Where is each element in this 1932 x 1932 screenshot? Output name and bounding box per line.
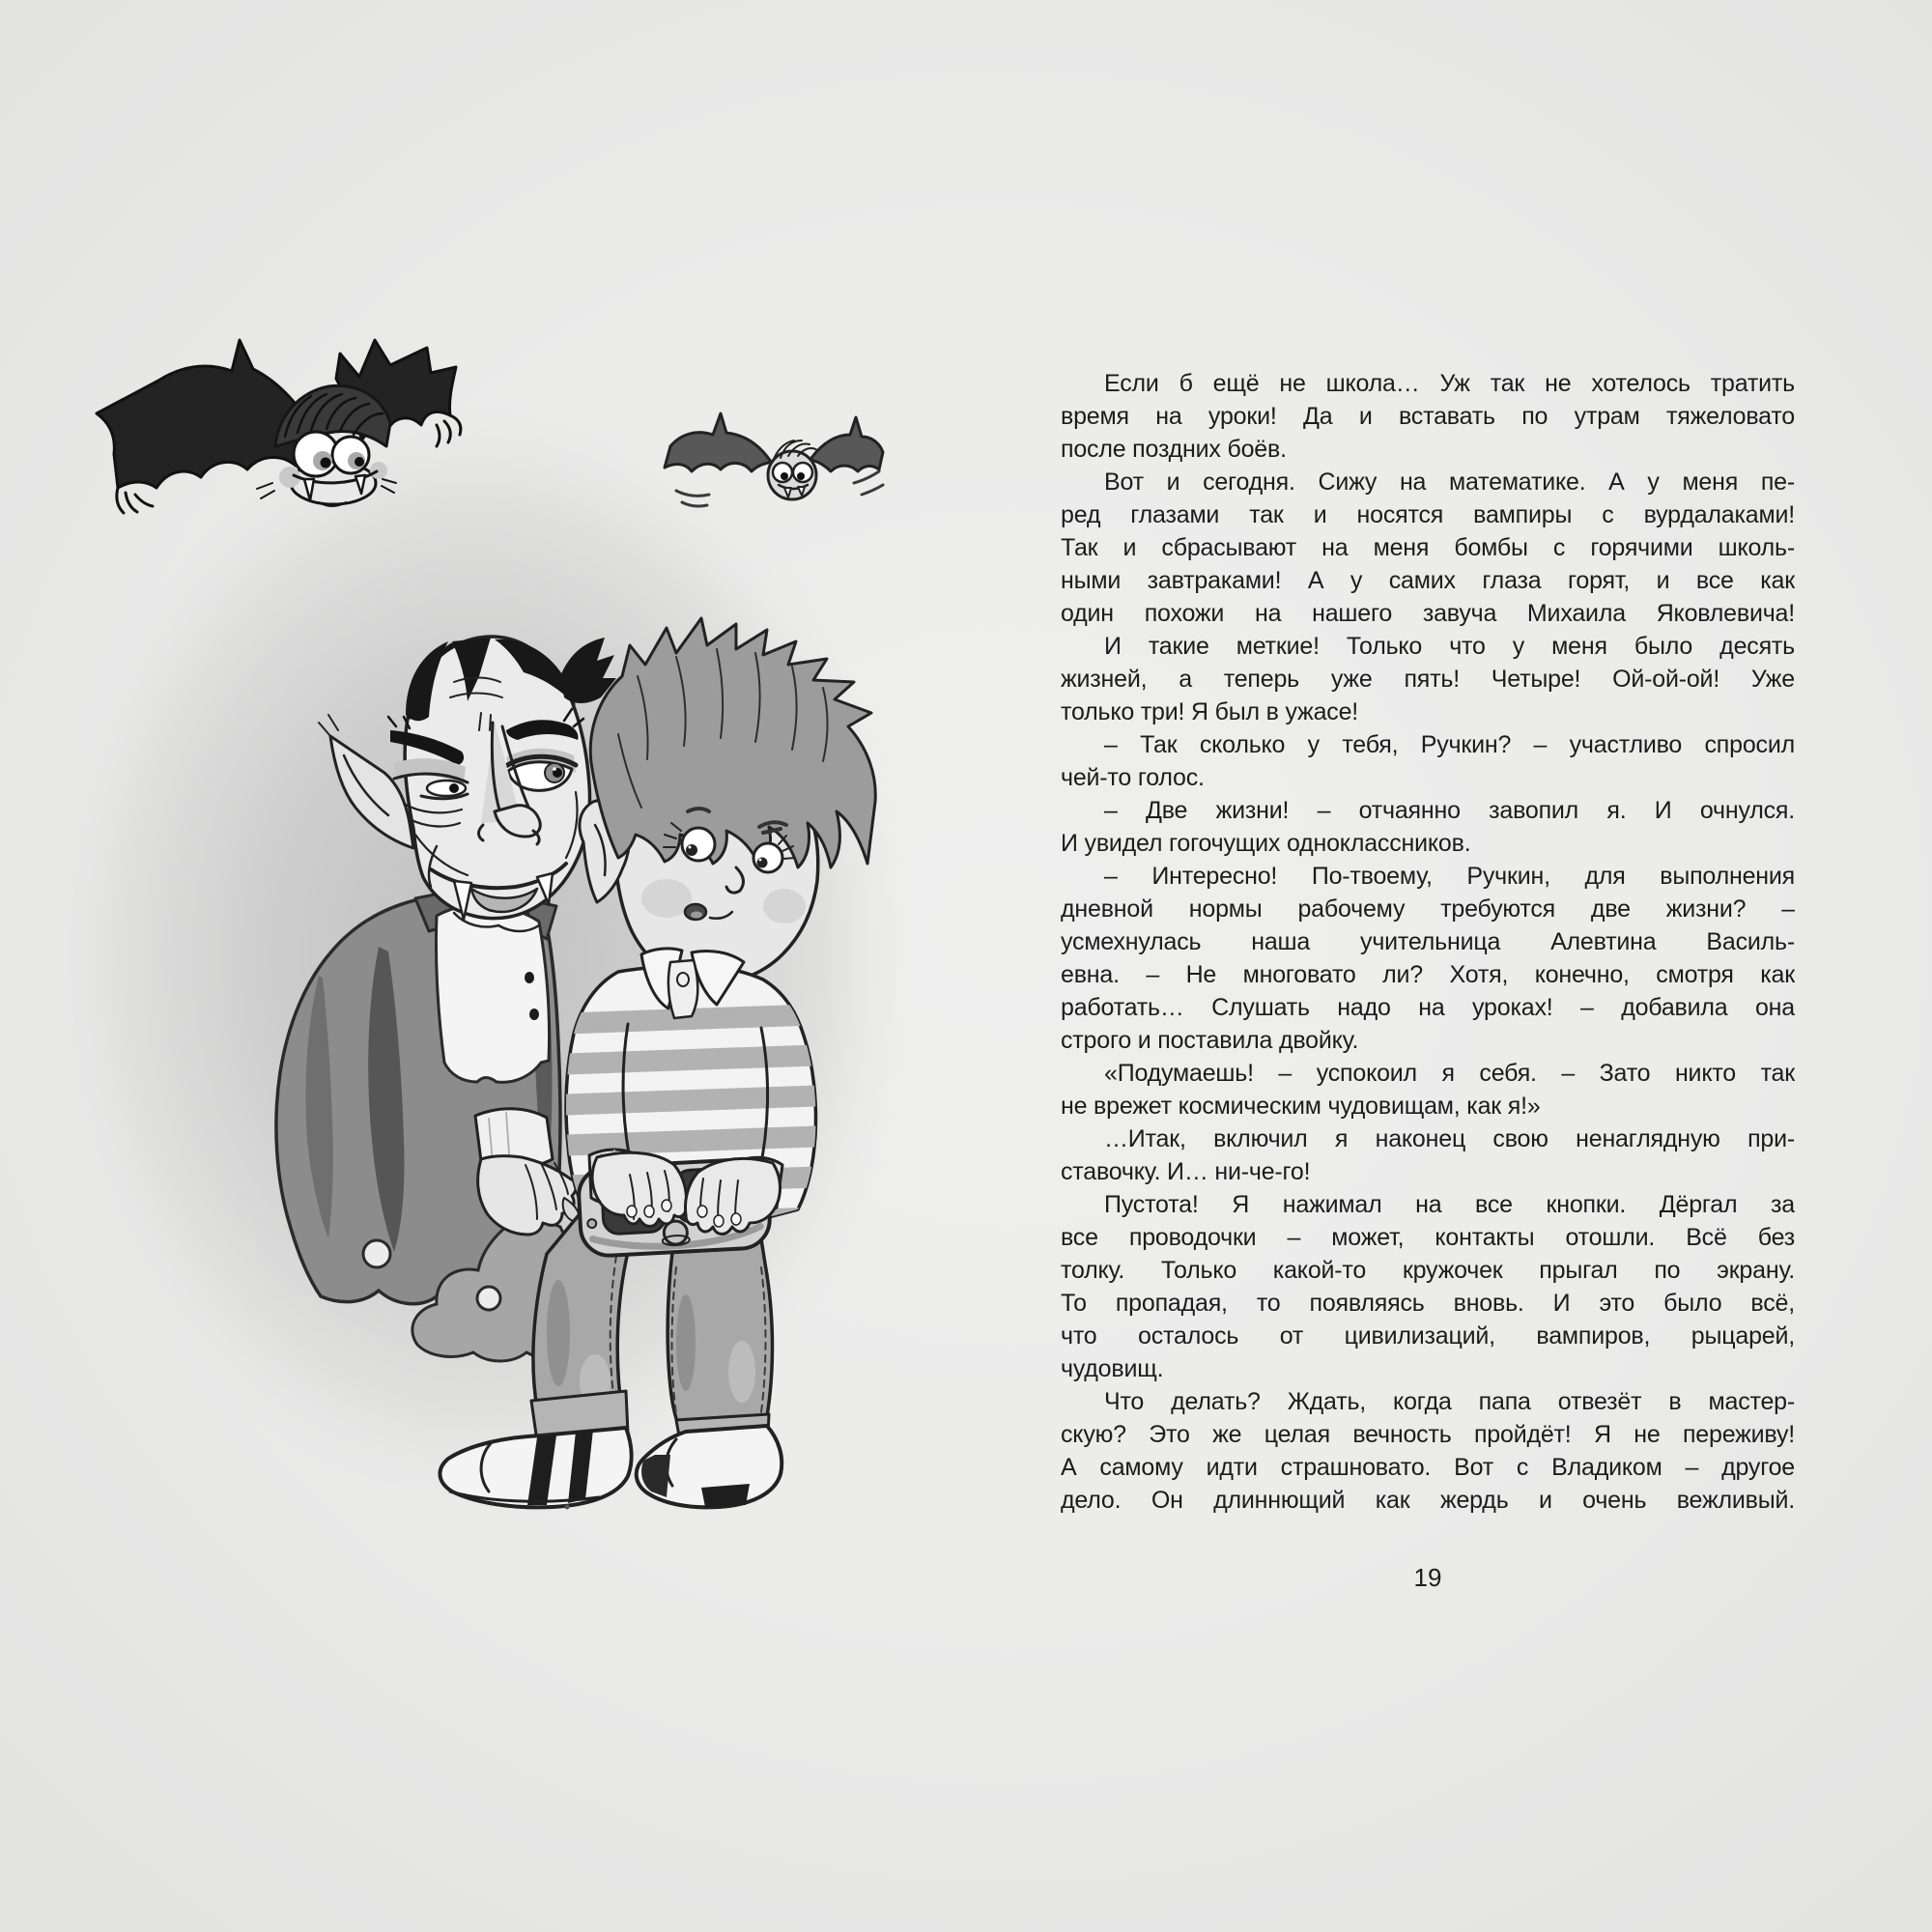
text-line: после поздних боёв.	[1061, 436, 1287, 463]
text-line: А самому идти страшновато. Вот с Владиком – другое	[1061, 1454, 1795, 1481]
text-line: И увидел гогочущих одноклассников.	[1061, 830, 1471, 857]
text-line: Что делать? Ждать, когда папа отвезёт в мастер-	[1104, 1388, 1795, 1415]
ink-speck	[565, 1505, 570, 1510]
text-line: «Подумаешь! – успокоил я себя. – Зато никто так	[1104, 1060, 1795, 1087]
text-line: все проводочки – может, контакты отошли. Всё без	[1061, 1224, 1795, 1251]
text-line: работать… Слушать надо на уроках! – добавила она	[1061, 994, 1795, 1021]
collar-placket	[668, 960, 697, 1018]
text-line: чудовищ.	[1061, 1355, 1164, 1382]
text-line: строго и поставила двойку.	[1061, 1027, 1359, 1054]
text-line: только три! Я был в ужасе!	[1061, 698, 1359, 725]
text-line: Если б ещё не школа… Уж так не хотелось тратить	[1104, 370, 1795, 397]
text-line: жизней, а теперь уже пять! Четыре! Ой-ой-ой! Уже	[1061, 666, 1795, 693]
text-line: евна. – Не многовато ли? Хотя, конечно, смотря как	[1061, 961, 1795, 988]
text-line: ставочку. И… ни-че-го!	[1061, 1158, 1311, 1185]
text-line: скую? Это же целая вечность пройдёт! Я не переживу!	[1061, 1421, 1795, 1448]
text-line: То пропадая, то появляясь вновь. И это было всё,	[1061, 1290, 1795, 1317]
text-line: ными завтраками! А у самих глаза горят, и все как	[1061, 567, 1795, 594]
text-line: Вот и сегодня. Сижу на математике. А у меня пе-	[1104, 469, 1795, 496]
text-line: толку. Только какой-то кружочек прыгал по экрану.	[1061, 1257, 1795, 1284]
text-line: – Интересно! По-твоему, Ручкин, для выполнения	[1104, 863, 1795, 890]
text-line: ред глазами так и носятся вампиры с вурдалаками!	[1061, 501, 1795, 528]
text-line: один похожи на нашего завуча Михаила Яковлевича!	[1061, 600, 1795, 627]
story-text-column	[1061, 367, 1795, 1517]
text-line: – Так сколько у тебя, Ручкин? – участливо спросил	[1104, 731, 1795, 758]
text-line: дело. Он длиннющий как жердь и очень вежливый.	[1061, 1487, 1795, 1514]
text-line: усмехнулась наша учительница Алевтина Василь-	[1061, 928, 1795, 955]
text-line: не врежет космическим чудовищам, как я!»	[1061, 1093, 1541, 1120]
text-line: чей-то голос.	[1061, 764, 1205, 791]
text-line: Так и сбрасывают на меня бомбы с горячими школь-	[1061, 534, 1795, 561]
text-line: И такие меткие! Только что у меня было десять	[1104, 633, 1795, 660]
text-line: – Две жизни! – отчаянно завопил я. И очнулся.	[1104, 797, 1795, 824]
page-number: 19	[1413, 1563, 1442, 1592]
smoke-bubble	[477, 1287, 500, 1310]
text-line: Пустота! Я нажимал на все кнопки. Дёргал за	[1104, 1191, 1795, 1218]
text-line: время на уроки! Да и вставать по утрам тяжеловато	[1061, 403, 1795, 430]
text-line: …Итак, включил я наконец свою ненаглядную при-	[1104, 1125, 1795, 1152]
text-line: дневной нормы рабочему требуются две жизни? –	[1061, 895, 1795, 923]
smoke-bubble	[363, 1240, 390, 1267]
text-line: что осталось от цивилизаций, вампиров, рыцарей,	[1061, 1322, 1795, 1350]
